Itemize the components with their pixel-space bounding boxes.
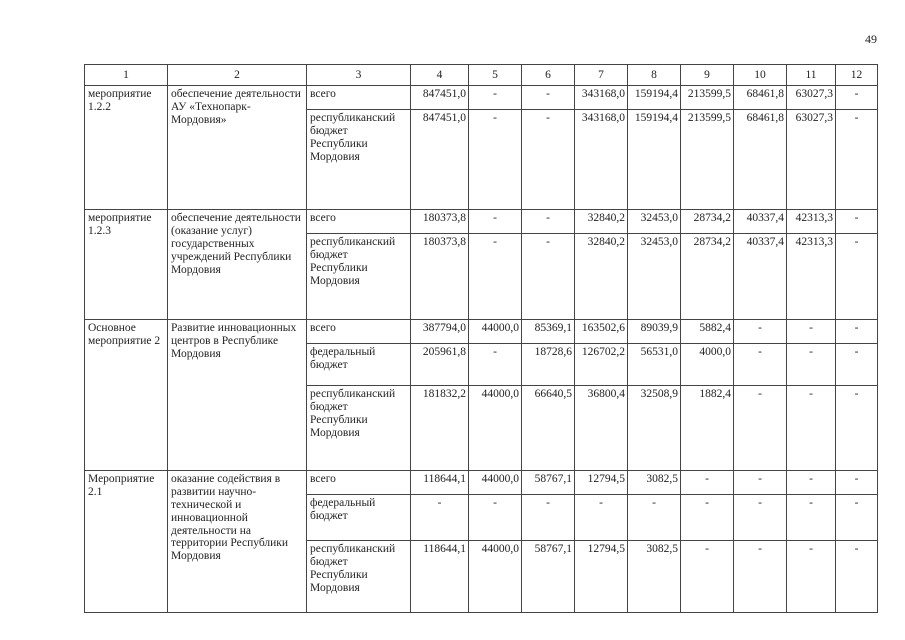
column-header: 6 [522,65,575,86]
value-cell: - [522,110,575,210]
table-row [85,86,878,110]
value-cell: - [787,541,836,613]
value-cell: 56531,0 [628,344,681,386]
value-cell: 1882,4 [681,386,734,471]
value-cell: 343168,0 [575,86,628,110]
funding-source: республиканский бюджет Республики Мордовия [307,110,411,210]
value-cell: - [734,386,787,471]
value-cell: - [836,495,878,541]
value-cell: - [836,234,878,320]
value-cell: - [836,344,878,386]
column-header: 1 [85,65,168,86]
value-cell: - [734,344,787,386]
value-cell: 343168,0 [575,110,628,210]
column-header: 8 [628,65,681,86]
value-cell: 213599,5 [681,86,734,110]
value-cell: 58767,1 [522,471,575,495]
funding-source: федеральный бюджет [307,344,411,386]
column-header: 10 [734,65,787,86]
value-cell: 89039,9 [628,320,681,344]
value-cell: 387794,0 [411,320,469,344]
value-cell: 3082,5 [628,541,681,613]
value-cell: 58767,1 [522,541,575,613]
value-cell: 159194,4 [628,110,681,210]
value-cell: - [734,495,787,541]
value-cell: 32840,2 [575,210,628,234]
page-number: 49 [865,32,877,46]
value-cell: - [469,210,522,234]
value-cell: - [787,344,836,386]
funding-source: всего [307,86,411,110]
value-cell: 847451,0 [411,86,469,110]
value-cell: 44000,0 [469,541,522,613]
column-header: 12 [836,65,878,86]
column-header: 2 [168,65,307,86]
value-cell: - [836,471,878,495]
value-cell: - [787,495,836,541]
value-cell: - [522,234,575,320]
value-cell: - [734,541,787,613]
value-cell: - [469,234,522,320]
value-cell: - [836,110,878,210]
column-header: 3 [307,65,411,86]
value-cell: - [836,210,878,234]
value-cell: 18728,6 [522,344,575,386]
funding-source: всего [307,320,411,344]
measure-code: Мероприятие 2.1 [85,471,168,613]
funding-source: федеральный бюджет [307,495,411,541]
value-cell: - [836,320,878,344]
value-cell: - [522,495,575,541]
value-cell: 118644,1 [411,541,469,613]
value-cell: - [681,495,734,541]
value-cell: - [469,344,522,386]
value-cell: 44000,0 [469,386,522,471]
column-header: 4 [411,65,469,86]
budget-table [84,64,878,613]
value-cell: - [411,495,469,541]
value-cell: - [734,320,787,344]
value-cell: 66640,5 [522,386,575,471]
value-cell: - [469,86,522,110]
value-cell: 40337,4 [734,210,787,234]
value-cell: - [836,386,878,471]
table-row [85,471,878,495]
value-cell: - [787,386,836,471]
funding-source: республиканский бюджет Республики Мордовия [307,541,411,613]
value-cell: 32453,0 [628,234,681,320]
value-cell: - [522,210,575,234]
value-cell: - [787,471,836,495]
value-cell: - [522,86,575,110]
measure-code: Основное мероприятие 2 [85,320,168,471]
measure-name: обеспечение деятельности АУ «Технопарк-Мордовия» [168,86,307,210]
measure-code: мероприятие 1.2.3 [85,210,168,320]
value-cell: 32840,2 [575,234,628,320]
value-cell: 3082,5 [628,471,681,495]
value-cell: 12794,5 [575,541,628,613]
value-cell: 205961,8 [411,344,469,386]
measure-name: обеспечение деятельности (оказание услуг) государственных учреждений Республики Мордовия [168,210,307,320]
value-cell: - [836,541,878,613]
table-row [85,210,878,234]
value-cell: 32508,9 [628,386,681,471]
funding-source: республиканский бюджет Республики Мордовия [307,386,411,471]
funding-source: всего [307,210,411,234]
value-cell: - [628,495,681,541]
value-cell: - [681,471,734,495]
value-cell: 213599,5 [681,110,734,210]
value-cell: 28734,2 [681,234,734,320]
measure-name: оказание содействия в развитии научно-технической и инновационной деятельности на территории Республики Мордовия [168,471,307,613]
column-header: 5 [469,65,522,86]
column-header: 7 [575,65,628,86]
value-cell: 5882,4 [681,320,734,344]
table-body [85,86,878,613]
value-cell: 180373,8 [411,234,469,320]
value-cell: 118644,1 [411,471,469,495]
value-cell: - [836,86,878,110]
value-cell: 163502,6 [575,320,628,344]
value-cell: 68461,8 [734,86,787,110]
value-cell: 180373,8 [411,210,469,234]
value-cell: 44000,0 [469,320,522,344]
value-cell: 4000,0 [681,344,734,386]
value-cell: - [681,541,734,613]
table-row [85,320,878,344]
value-cell: - [469,495,522,541]
value-cell: 42313,3 [787,234,836,320]
value-cell: 85369,1 [522,320,575,344]
value-cell: 159194,4 [628,86,681,110]
value-cell: 28734,2 [681,210,734,234]
value-cell: 42313,3 [787,210,836,234]
value-cell: 36800,4 [575,386,628,471]
value-cell: 44000,0 [469,471,522,495]
value-cell: 181832,2 [411,386,469,471]
value-cell: 63027,3 [787,110,836,210]
value-cell: - [787,320,836,344]
value-cell: - [734,471,787,495]
value-cell: 63027,3 [787,86,836,110]
value-cell: 32453,0 [628,210,681,234]
value-cell: 126702,2 [575,344,628,386]
value-cell: - [469,110,522,210]
funding-source: республиканский бюджет Республики Мордовия [307,234,411,320]
column-header: 9 [681,65,734,86]
funding-source: всего [307,471,411,495]
value-cell: 12794,5 [575,471,628,495]
value-cell: 40337,4 [734,234,787,320]
measure-code: мероприятие 1.2.2 [85,86,168,210]
column-header: 11 [787,65,836,86]
value-cell: 847451,0 [411,110,469,210]
column-number-row [85,65,878,86]
value-cell: 68461,8 [734,110,787,210]
value-cell: - [575,495,628,541]
measure-name: Развитие инновационных центров в Республике Мордовия [168,320,307,471]
